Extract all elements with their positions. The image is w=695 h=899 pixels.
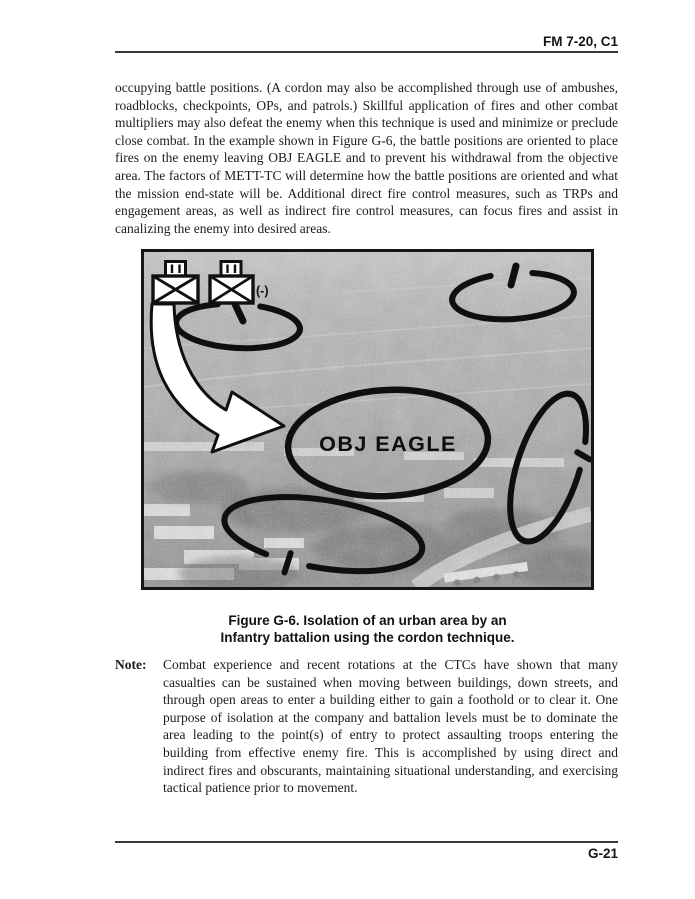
note-label: Note: [115,657,147,672]
minus-detachment-label: (-) [256,284,269,298]
position-gap-tick-top-right [511,266,516,285]
note-block [115,656,618,797]
page-number: G-21 [587,846,618,861]
figure-image-frame [141,249,594,590]
note-text: Combat experience and recent rotations at the CTCs have shown that many casualties can be sustained when moving between buildings, down streets, and through open areas to enter a building either to gain a foothold or to clear it. One purpose of isolation at the company and battalion levels must be to dominate the area leading to the point(s) of entry to protect assaulting troops entering the building from effective enemy fire. This is accomplished by using direct and indirect fires and obscurants, maintaining situational understanding, and exercising tactical patience prior to movement. [163,657,618,796]
header-doc-code: FM 7-20, C1 [542,34,618,49]
figure-caption-line1: Figure G-6. Isolation of an urban area by an [228,613,507,628]
aerial-photo [144,252,591,587]
figure-caption [141,612,594,646]
footer-rule [115,841,618,843]
figure-caption-line2: Infantry battalion using the cordon technique. [220,630,515,645]
header-rule [115,51,618,53]
body-paragraph: occupying battle positions. (A cordon may also be accomplished through use of ambushes, roadblocks, checkpoints, OPs, and patrols.) Skillful application of fires and other combat multipliers may also defeat the enemy when this technique is used and minimize or preclude close combat. In the example shown in Figure G-6, the battle positions are oriented to place fires on the enemy leaving OBJ EAGLE and to prevent his withdrawal from the objective area. The factors of METT-TC will determine how the battle positions are oriented and what the mission end-state will be. Additional direct fire control measures, such as TRPs and engagement areas, as well as indirect fire control measures, can focus fires and assist in canalizing the enemy into desired areas. [115,80,618,236]
objective-label: OBJ EAGLE [319,432,457,456]
